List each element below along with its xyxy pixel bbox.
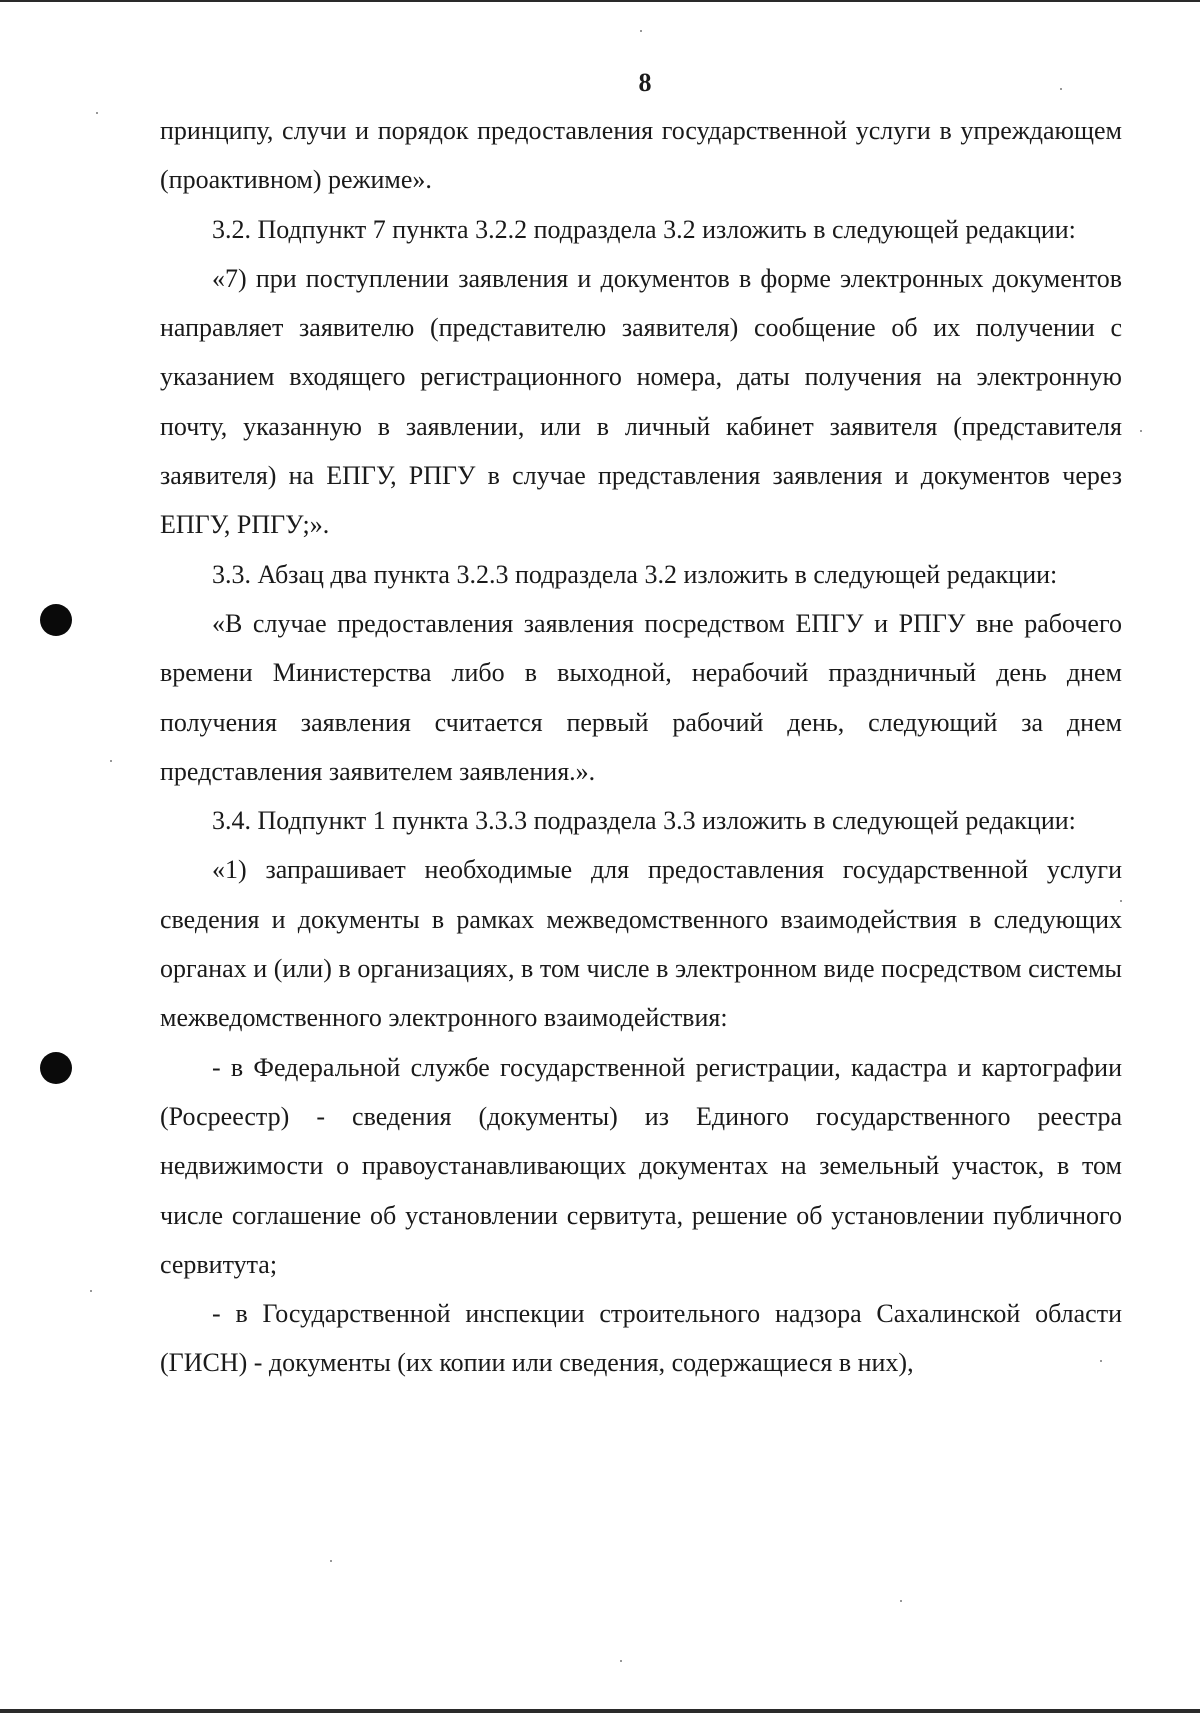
scan-speck bbox=[1120, 900, 1122, 902]
scan-speck bbox=[620, 1660, 622, 1662]
scan-speck bbox=[90, 1290, 92, 1292]
document-body bbox=[160, 106, 1122, 1388]
paragraph-quote-1: «1) запрашивает необходимые для предоставления государственной услуги сведения и документы в рамках межведомственного взаимодействия в следующих органах и (или) в организациях, в том числе в электронном виде посредством системы межведомственного электронного взаимодействия: bbox=[160, 855, 1122, 1033]
scan-speck bbox=[1100, 1360, 1102, 1362]
paragraph-rosreestr: - в Федеральной службе государственной регистрации, кадастра и картографии (Росреестр) - сведения (документы) из Единого государственного реестра недвижимости о правоустанавливающих документах на земельный участок, в том числе соглашение об установлении сервитута, решение об установлении публичного сервитута; bbox=[160, 1052, 1122, 1279]
scan-speck bbox=[330, 1560, 332, 1562]
scan-speck bbox=[1140, 430, 1142, 432]
punch-hole-mark bbox=[40, 1052, 72, 1084]
scan-bottom-edge bbox=[0, 1709, 1200, 1713]
scan-speck bbox=[110, 760, 112, 762]
paragraph-3-2: 3.2. Подпункт 7 пункта 3.2.2 подраздела 3.2 изложить в следующей редакции: bbox=[212, 214, 1076, 244]
paragraph-quote-7: «7) при поступлении заявления и документов в форме электронных документов направляет заявителю (представителю заявителя) сообщение об их получении с указанием входящего регистрационного номера, даты получения на электронную почту, указанную в заявлении, или в личный кабинет заявителя (представителя заявителя) на ЕПГУ, РПГУ в случае представления заявления и документов через ЕПГУ, РПГУ;». bbox=[160, 263, 1122, 540]
scan-speck bbox=[900, 1600, 902, 1602]
scan-speck bbox=[96, 112, 98, 114]
paragraph-3-4: 3.4. Подпункт 1 пункта 3.3.3 подраздела 3.3 изложить в следующей редакции: bbox=[212, 806, 1076, 836]
punch-hole-mark bbox=[40, 604, 72, 636]
scan-speck bbox=[1060, 88, 1062, 90]
scan-speck bbox=[640, 30, 642, 32]
paragraph-gisn: - в Государственной инспекции строительного надзора Сахалинской области (ГИСН) - документы (их копии или сведения, содержащиеся в них), bbox=[160, 1299, 1122, 1378]
paragraph-continuation: принципу, случи и порядок предоставления государственной услуги в упреждающем (проактивном) режиме». bbox=[160, 116, 1122, 195]
paragraph-quote-epgu: «В случае предоставления заявления посредством ЕПГУ и РПГУ вне рабочего времени Министерства либо в выходной, нерабочий праздничный день днем получения заявления считается первый рабочий день, следующий за днем представления заявителем заявления.». bbox=[160, 608, 1122, 786]
paragraph-3-3: 3.3. Абзац два пункта 3.2.3 подраздела 3.2 изложить в следующей редакции: bbox=[212, 559, 1058, 589]
scan-top-edge bbox=[0, 0, 1200, 2]
page-number: 8 bbox=[638, 68, 652, 97]
